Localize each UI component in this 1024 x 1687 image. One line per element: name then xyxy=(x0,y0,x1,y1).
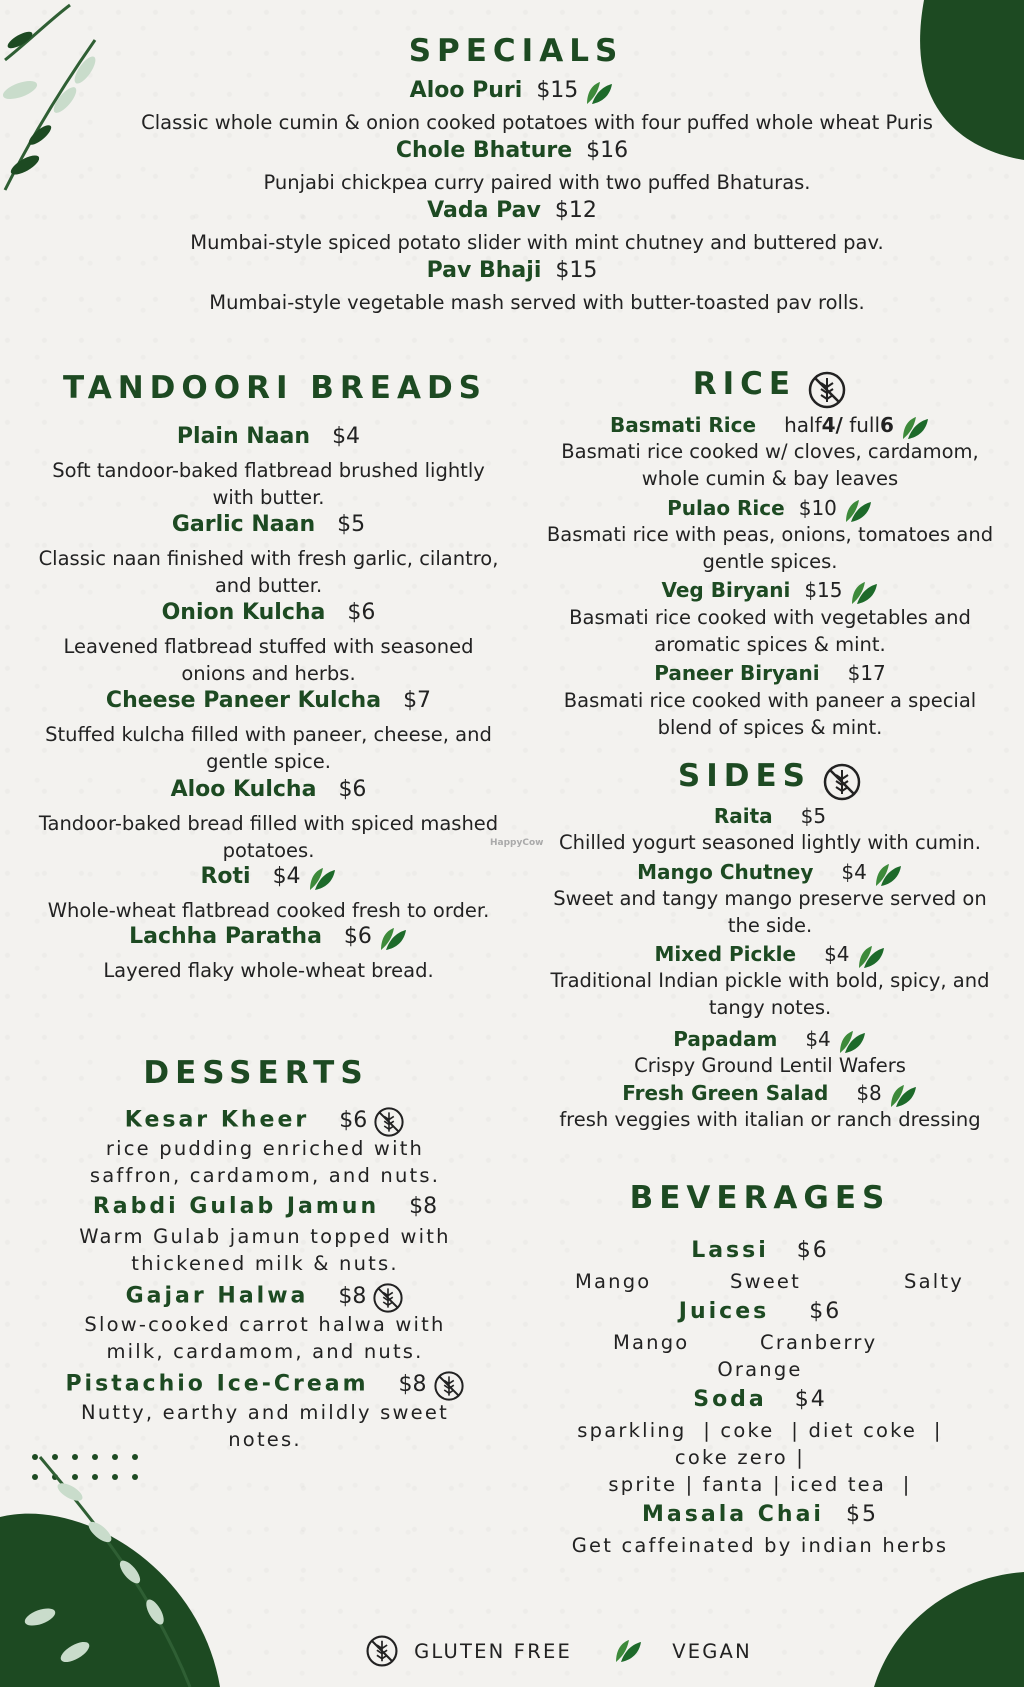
vegan-leaf-icon xyxy=(888,1083,918,1109)
tandoori-item-name: Plain Naan xyxy=(176,424,311,449)
rice-item-name-row xyxy=(520,578,1020,606)
juices-price: $6 xyxy=(809,1299,842,1324)
tandoori-item-price: $6 xyxy=(343,924,372,949)
tandoori-item-name-row xyxy=(0,777,537,802)
tandoori-item-desc: Tandoor-baked bread filled with spiced mashed xyxy=(38,812,499,835)
specials-item-desc: Mumbai-style spiced potato slider with mint chutney and buttered pav. xyxy=(190,231,884,254)
desserts-item-desc: Warm Gulab jamun topped with xyxy=(79,1225,451,1248)
lassi-name: Lassi xyxy=(691,1238,769,1263)
sides-item-name-row xyxy=(520,1081,1020,1109)
tandoori-item-desc: Whole-wheat flatbread cooked fresh to order. xyxy=(47,899,490,922)
rice-item-desc: Basmati rice cooked with paneer a special xyxy=(563,689,977,712)
rice-item-name: Paneer Biryani xyxy=(654,661,820,685)
tandoori-item-price: $4 xyxy=(272,864,301,889)
lassi-price: $6 xyxy=(796,1238,829,1263)
desserts-heading: DESSERTS xyxy=(143,1055,369,1091)
chai-price: $5 xyxy=(845,1502,878,1527)
rice-item-name-row xyxy=(520,661,1020,685)
legend-vegan: VEGAN xyxy=(672,1639,752,1663)
sides-item-name: Papadam xyxy=(673,1027,778,1051)
desserts-item-desc: Slow-cooked carrot halwa with xyxy=(84,1313,446,1336)
gluten-free-icon xyxy=(433,1370,465,1402)
desserts-item-name-row xyxy=(0,1282,530,1314)
sides-item-desc: Chilled yogurt seasoned lightly with cumin. xyxy=(559,831,981,854)
gluten-free-icon xyxy=(822,762,862,802)
gluten-free-icon xyxy=(373,1106,405,1138)
soda-row xyxy=(510,1387,1010,1412)
rice-item-desc: blend of spices & mint. xyxy=(657,716,883,739)
lassi-option: Mango xyxy=(575,1270,652,1293)
watermark: HappyCow xyxy=(490,838,544,848)
specials-item-price: $15 xyxy=(536,78,579,103)
tandoori-heading: TANDOORI BREADS xyxy=(62,370,488,406)
sides-item-desc: fresh veggies with italian or ranch dressing xyxy=(559,1108,981,1131)
rice-full-label: full xyxy=(842,413,881,437)
corner-blob-bottom-right xyxy=(874,1572,1024,1687)
lassi-option: Salty xyxy=(904,1270,964,1293)
tandoori-item-price: $6 xyxy=(338,777,367,802)
sides-item-name: Mixed Pickle xyxy=(654,942,797,966)
chai-name: Masala Chai xyxy=(642,1502,824,1527)
specials-item-desc: Classic whole cumin & onion cooked potatoes with four puffed whole wheat Puris xyxy=(141,111,933,134)
desserts-item-name-row xyxy=(0,1370,530,1402)
tandoori-item-desc: gentle spice. xyxy=(206,750,331,773)
rice-item-name-row xyxy=(520,496,1020,524)
desserts-item-desc: Nutty, earthy and mildly sweet xyxy=(81,1401,449,1424)
gluten-free-icon xyxy=(372,1282,404,1314)
rice-item-price: $15 xyxy=(804,578,843,602)
tandoori-item-price: $7 xyxy=(403,688,432,713)
specials-item-desc: Mumbai-style vegetable mash served with butter-toasted pav rolls. xyxy=(209,291,865,314)
tandoori-item-desc: onions and herbs. xyxy=(181,662,356,685)
specials-item-price: $12 xyxy=(554,198,597,223)
lassi-option: Sweet xyxy=(730,1270,801,1293)
desserts-item-name: Pistachio Ice-Cream xyxy=(65,1371,369,1397)
tandoori-item-desc: potatoes. xyxy=(222,839,315,862)
tandoori-item-name-row xyxy=(0,600,537,625)
sides-item-name-row xyxy=(520,804,1020,828)
vegan-leaf-icon xyxy=(843,498,873,524)
sides-item-price: $4 xyxy=(805,1027,831,1051)
tandoori-item-desc: Soft tandoor-baked flatbread brushed lightly xyxy=(52,459,485,482)
desserts-item-desc: thickened milk & nuts. xyxy=(131,1252,399,1275)
juices-option: Cranberry xyxy=(760,1331,878,1354)
sides-item-price: $5 xyxy=(800,804,827,828)
specials-item-name-row xyxy=(0,138,1024,163)
tandoori-item-desc: Leavened flatbread stuffed with seasoned xyxy=(63,635,474,658)
rice-item-desc: gentle spices. xyxy=(702,550,838,573)
desserts-item-price: $8 xyxy=(338,1283,367,1309)
vegan-leaf-icon xyxy=(900,415,930,441)
rice-item-name: Pulao Rice xyxy=(667,496,785,520)
specials-item-name: Pav Bhaji xyxy=(426,258,542,283)
tandoori-item-name: Lachha Paratha xyxy=(129,924,322,949)
desserts-item-name: Kesar Kheer xyxy=(124,1107,310,1133)
tandoori-item-desc: and butter. xyxy=(214,574,323,597)
beverages-heading: BEVERAGES xyxy=(629,1180,891,1216)
legend xyxy=(365,1634,752,1668)
specials-item-price: $15 xyxy=(555,258,598,283)
tandoori-item-name: Cheese Paneer Kulcha xyxy=(105,688,382,713)
sides-item-price: $4 xyxy=(841,860,867,884)
corner-blob-bottom-left xyxy=(0,1437,240,1687)
desserts-item-name: Gajar Halwa xyxy=(125,1283,309,1309)
tandoori-item-name-row xyxy=(0,924,537,952)
tandoori-item-name-row xyxy=(0,688,537,713)
specials-heading: SPECIALS xyxy=(408,33,624,69)
tandoori-item-name: Garlic Naan xyxy=(171,512,316,537)
legend-gluten-free: GLUTEN FREE xyxy=(414,1639,572,1663)
tandoori-item-desc: Stuffed kulcha filled with paneer, cheese, and xyxy=(45,723,492,746)
desserts-item-desc: milk, cardamom, and nuts. xyxy=(106,1340,424,1363)
soda-options: sprite | fanta | iced tea | xyxy=(608,1473,912,1496)
vegan-leaf-icon xyxy=(856,944,886,970)
sides-heading: SIDES xyxy=(677,758,811,794)
lassi-row xyxy=(510,1238,1010,1263)
tandoori-item-name: Aloo Kulcha xyxy=(170,777,317,802)
tandoori-item-name-row xyxy=(0,864,537,892)
desserts-item-desc: saffron, cardamom, and nuts. xyxy=(89,1164,441,1187)
sides-item-name: Mango Chutney xyxy=(637,860,814,884)
specials-item-name-row xyxy=(0,198,1024,223)
vegan-leaf-icon xyxy=(873,862,903,888)
tandoori-item-desc: Classic naan finished with fresh garlic, cilantro, xyxy=(38,547,499,570)
soda-name: Soda xyxy=(693,1387,767,1412)
tandoori-item-name-row xyxy=(0,424,537,449)
sides-item-desc: tangy notes. xyxy=(708,996,832,1019)
specials-item-name-row xyxy=(0,258,1024,283)
gluten-free-icon xyxy=(807,370,847,410)
soda-options: sparkling | coke | diet coke | xyxy=(577,1419,943,1442)
sides-item-desc: the side. xyxy=(727,914,813,937)
juices-option: Mango xyxy=(613,1331,690,1354)
sides-item-name: Fresh Green Salad xyxy=(622,1081,829,1105)
chai-desc: Get caffeinated by indian herbs xyxy=(571,1534,949,1557)
rice-item-price: $17 xyxy=(847,661,886,685)
rice-item-desc: aromatic spices & mint. xyxy=(654,633,886,656)
desserts-item-name-row xyxy=(0,1106,530,1138)
rice-heading: RICE xyxy=(692,366,797,402)
tandoori-item-price: $4 xyxy=(332,424,361,449)
rice-half-label: half xyxy=(784,413,822,437)
tandoori-item-name: Onion Kulcha xyxy=(161,600,326,625)
soda-options: coke zero | xyxy=(674,1446,806,1469)
desserts-item-price: $8 xyxy=(409,1194,438,1219)
vegan-leaf-icon xyxy=(837,1029,867,1055)
specials-item-name: Chole Bhature xyxy=(395,138,573,163)
vegan-leaf-icon xyxy=(584,80,614,106)
rice-item-desc: Basmati rice cooked w/ cloves, cardamom, xyxy=(561,440,979,463)
rice-item-price: $10 xyxy=(798,496,837,520)
rice-item-desc: whole cumin & bay leaves xyxy=(641,467,899,490)
rice-item-name: Veg Biryani xyxy=(661,578,791,602)
tandoori-item-desc: Layered flaky whole-wheat bread. xyxy=(103,959,434,982)
rice-item-name-row xyxy=(520,413,1020,441)
juices-name: Juices xyxy=(678,1299,770,1324)
rice-item-name: Basmati Rice xyxy=(610,413,757,437)
desserts-item-price: $8 xyxy=(398,1371,427,1397)
sides-item-price: $4 xyxy=(824,942,850,966)
specials-item-price: $16 xyxy=(586,138,629,163)
desserts-item-desc: notes. xyxy=(228,1428,302,1451)
specials-item-name: Vada Pav xyxy=(427,198,541,223)
juices-option: Orange xyxy=(717,1358,803,1381)
rice-full-value: 6 xyxy=(880,413,894,437)
tandoori-item-desc: with butter. xyxy=(212,486,325,509)
desserts-item-price: $6 xyxy=(339,1107,368,1133)
sides-item-desc: Traditional Indian pickle with bold, spicy, and xyxy=(550,969,990,992)
vegan-leaf-icon xyxy=(307,866,337,892)
vegan-leaf-icon xyxy=(849,580,879,606)
sides-item-price: $8 xyxy=(856,1081,882,1105)
gluten-free-icon xyxy=(365,1634,399,1668)
soda-price: $4 xyxy=(794,1387,827,1412)
specials-item-name-row xyxy=(0,78,1024,106)
tandoori-item-price: $6 xyxy=(347,600,376,625)
sides-item-desc: Crispy Ground Lentil Wafers xyxy=(634,1054,906,1077)
rice-item-desc: Basmati rice cooked with vegetables and xyxy=(569,606,971,629)
rice-heading-row xyxy=(520,366,1020,410)
sides-item-desc: Sweet and tangy mango preserve served on xyxy=(553,887,987,910)
vegan-leaf-icon xyxy=(613,1638,643,1664)
sides-item-name-row xyxy=(520,942,1020,970)
sides-item-name-row xyxy=(520,860,1020,888)
tandoori-item-name: Roti xyxy=(200,864,251,889)
desserts-item-name: Rabdi Gulab Jamun xyxy=(92,1194,380,1219)
sides-heading-row xyxy=(520,758,1020,802)
tandoori-item-name-row xyxy=(0,512,537,537)
tandoori-item-price: $5 xyxy=(337,512,366,537)
specials-item-name: Aloo Puri xyxy=(409,78,523,103)
rice-half-value: 4/ xyxy=(821,413,843,437)
vegan-leaf-icon xyxy=(378,926,408,952)
sides-item-name-row xyxy=(520,1027,1020,1055)
desserts-item-name-row xyxy=(0,1194,530,1219)
rice-item-desc: Basmati rice with peas, onions, tomatoes and xyxy=(546,523,994,546)
juices-row xyxy=(510,1299,1010,1324)
chai-row xyxy=(510,1502,1010,1527)
desserts-item-desc: rice pudding enriched with xyxy=(105,1137,425,1160)
sides-item-name: Raita xyxy=(713,804,773,828)
specials-item-desc: Punjabi chickpea curry paired with two puffed Bhaturas. xyxy=(263,171,811,194)
